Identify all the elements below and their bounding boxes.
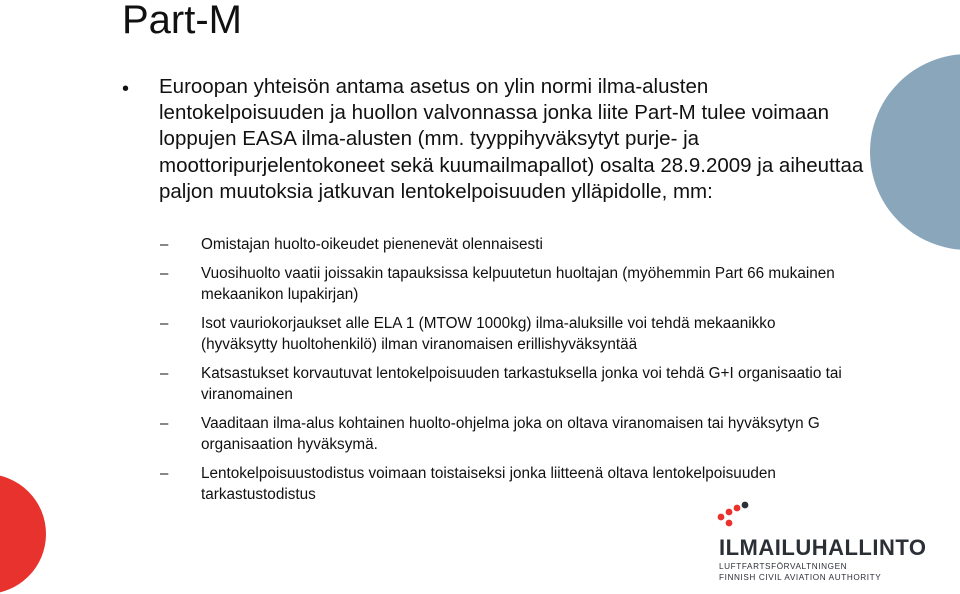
logo-subtitle-swedish: LUFTFARTSFÖRVALTNINGEN bbox=[719, 562, 848, 571]
list-item bbox=[160, 363, 850, 405]
list-item-text: Vaaditaan ilma-alus kohtainen huolto-ohjelma joka on oltava viranomaisen tai hyväksytyn G organisaation hyväksymä. bbox=[201, 415, 820, 453]
sub-bullet-list bbox=[160, 234, 850, 513]
list-item bbox=[160, 413, 850, 455]
dash-bullet-icon: – bbox=[160, 365, 169, 382]
decorative-blue-circle bbox=[870, 54, 960, 250]
list-item-text: Katsastukset korvautuvat lentokelpoisuuden tarkastuksella jonka voi tehdä G+I organisaatio tai viranomainen bbox=[201, 365, 842, 403]
logo-name: ILMAILUHALLINTO bbox=[719, 535, 927, 560]
ilmailuhallinto-logo bbox=[716, 500, 927, 586]
logo-dots-icon bbox=[716, 500, 756, 530]
main-bullet-text: Euroopan yhteisön antama asetus on ylin normi ilma-alusten lentokelpoisuuden ja huollon valvonnassa jonka liite Part-M tulee voimaan loppujen EASA ilma-alusten (mm. tyyppihyväksytyt purje- ja moottoripurjelentokoneet sekä kuumailmapallot) osalta 28.9.2009 ja aiheuttaa paljon muutoksia jatkuvan lentokelpoisuuden ylläpidolle, mm: bbox=[159, 75, 864, 203]
list-item bbox=[160, 234, 850, 255]
list-item-text: Omistajan huolto-oikeudet pienenevät olennaisesti bbox=[201, 236, 543, 253]
list-item-text: Lentokelpoisuustodistus voimaan toistaiseksi jonka liitteenä oltava lentokelpoisuuden tarkastustodistus bbox=[201, 465, 776, 503]
list-item bbox=[160, 263, 850, 305]
decorative-red-circle bbox=[0, 474, 46, 594]
logo-subtitle-english: FINNISH CIVIL AVIATION AUTHORITY bbox=[719, 573, 882, 582]
bullet-icon: • bbox=[122, 78, 130, 100]
dash-bullet-icon: – bbox=[160, 265, 169, 282]
list-item bbox=[160, 313, 850, 355]
dash-bullet-icon: – bbox=[160, 236, 169, 253]
list-item-text: Isot vauriokorjaukset alle ELA 1 (MTOW 1000kg) ilma-aluksille voi tehdä mekaanikko (hyväksytty huoltohenkilö) ilman viranomaisen erillishyväksyntää bbox=[201, 315, 776, 353]
dash-bullet-icon: – bbox=[160, 465, 169, 482]
slide-title: Part-M bbox=[122, 0, 242, 42]
dash-bullet-icon: – bbox=[160, 415, 169, 432]
dash-bullet-icon: – bbox=[160, 315, 169, 332]
list-item bbox=[160, 463, 850, 505]
list-item-text: Vuosihuolto vaatii joissakin tapauksissa kelpuutetun huoltajan (myöhemmin Part 66 mukainen mekaanikon lupakirjan) bbox=[201, 265, 835, 303]
